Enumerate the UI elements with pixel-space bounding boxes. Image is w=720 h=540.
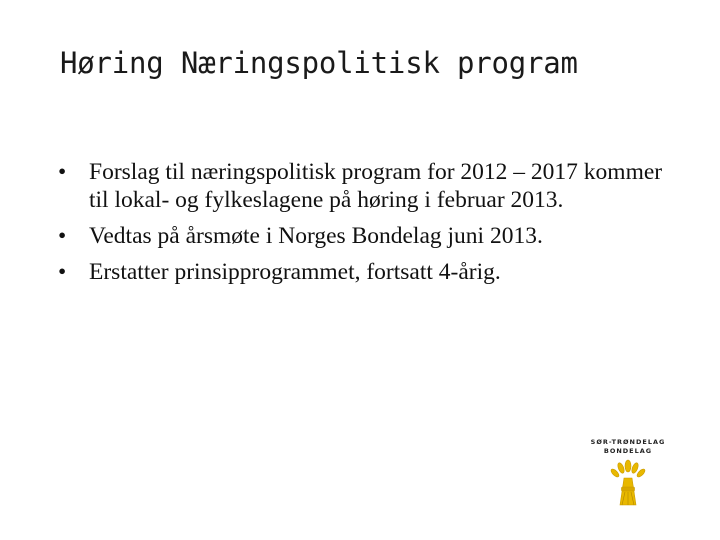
bullet-marker: •	[58, 223, 67, 249]
wheat-sheaf-icon	[608, 459, 648, 509]
bullet-item	[58, 222, 668, 250]
bullet-list	[58, 158, 668, 294]
bullet-text: Vedtas på årsmøte i Norges Bondelag juni 2013.	[89, 223, 543, 249]
logo-line-2: BONDELAG	[603, 447, 653, 455]
logo-line-1: SØR-TRØNDELAG	[590, 438, 666, 446]
bullet-text: Erstatter prinsipprogrammet, fortsatt 4-årig.	[89, 259, 501, 285]
bullet-item	[58, 258, 668, 286]
bullet-marker: •	[58, 259, 67, 285]
bullet-marker: •	[58, 159, 67, 185]
bullet-item	[58, 158, 668, 214]
bullet-text: Forslag til næringspolitisk program for 2012 – 2017 kommer til lokal- og fylkeslagene på høring i februar 2013.	[89, 159, 663, 213]
slide-title: Høring Næringspolitisk program	[60, 46, 578, 80]
bondelag-logo	[584, 438, 672, 518]
